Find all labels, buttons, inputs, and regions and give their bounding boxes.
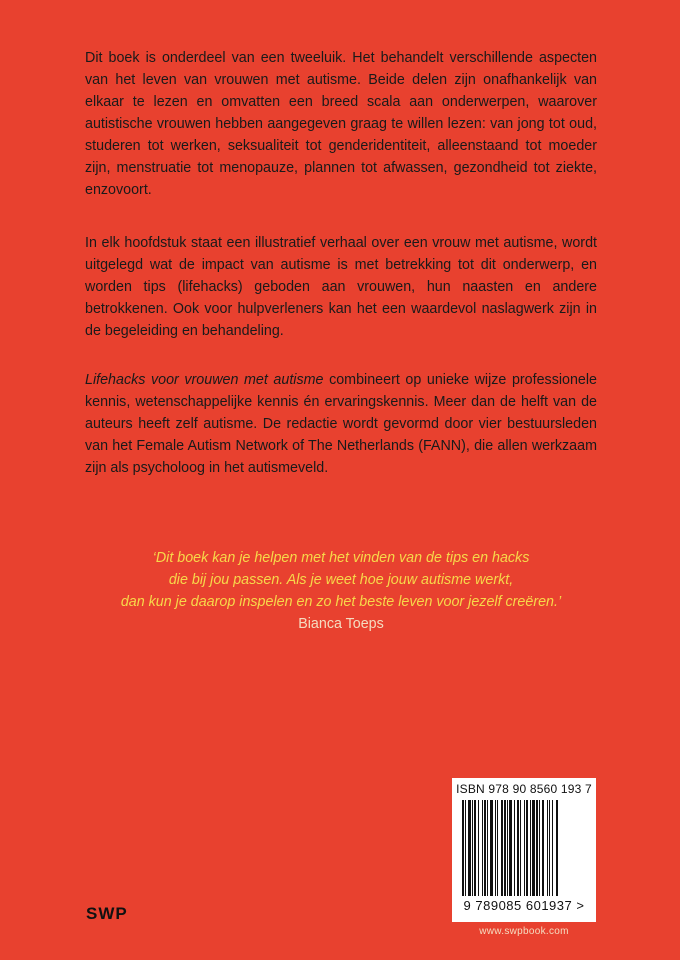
endorsement-quote <box>85 547 597 635</box>
quote-author: Bianca Toeps <box>298 616 384 632</box>
publisher-logo: SWP <box>86 904 128 923</box>
back-cover-paragraph-1 <box>85 47 597 201</box>
book-title-italic: Lifehacks voor vrouwen met autisme <box>85 372 324 388</box>
barcode-bars-icon <box>462 800 586 896</box>
isbn-label: ISBN 978 90 8560 193 7 <box>456 782 592 796</box>
isbn-barcode <box>452 778 596 922</box>
barcode-digits: 9 789085 601937 > <box>463 898 585 913</box>
paragraph-text: Dit boek is onderdeel van een tweeluik. Het behandelt verschillende aspecten van het leven van vrouwen met autisme. Beide delen zijn onafhankelijk van elkaar te lezen en omvatten een breed scala aan onderwerpen, waarover autistische vrouwen hebben aangegeven graag te willen lezen: van jong tot oud, studeren tot werken, seksualiteit tot genderidentiteit, alleenstaand tot moeder zijn, menstruatie tot menopauze, plannen tot afwassen, gezondheid tot ziekte, enzovoort. <box>85 50 597 198</box>
paragraph-text: In elk hoofdstuk staat een illustratief verhaal over een vrouw met autisme, wordt uitgelegd wat de impact van autisme is met betrekking tot dit onderwerp, en worden tips (lifehacks) geboden aan vrouwen, hun naasten en andere betrokkenen. Ook voor hulpverleners kan het een waardevol naslagwerk zijn in de begeleiding en behandeling. <box>85 235 597 339</box>
publisher-website: www.swpbook.com <box>479 926 569 937</box>
paragraph-rest: combineert op unieke wijze professionele kennis, wetenschappelijke kennis én ervaringskennis. Meer dan de helft van de auteurs heeft zelf autisme. De redactie wordt gevormd door vier bestuursleden van het Female Autism Network of The Netherlands (FANN), die allen werkzaam zijn als psycholoog in het autismeveld. <box>85 372 598 476</box>
paragraph-text <box>85 369 597 479</box>
quote-line: ‘Dit boek kan je helpen met het vinden van de tips en hacks <box>152 550 530 566</box>
quote-line: dan kun je daarop inspelen en zo het beste leven voor jezelf creëren.’ <box>120 594 562 610</box>
quote-line: die bij jou passen. Als je weet hoe jouw autisme werkt, <box>168 572 514 588</box>
back-cover-paragraph-2 <box>85 232 597 342</box>
back-cover-paragraph-3 <box>85 369 597 479</box>
